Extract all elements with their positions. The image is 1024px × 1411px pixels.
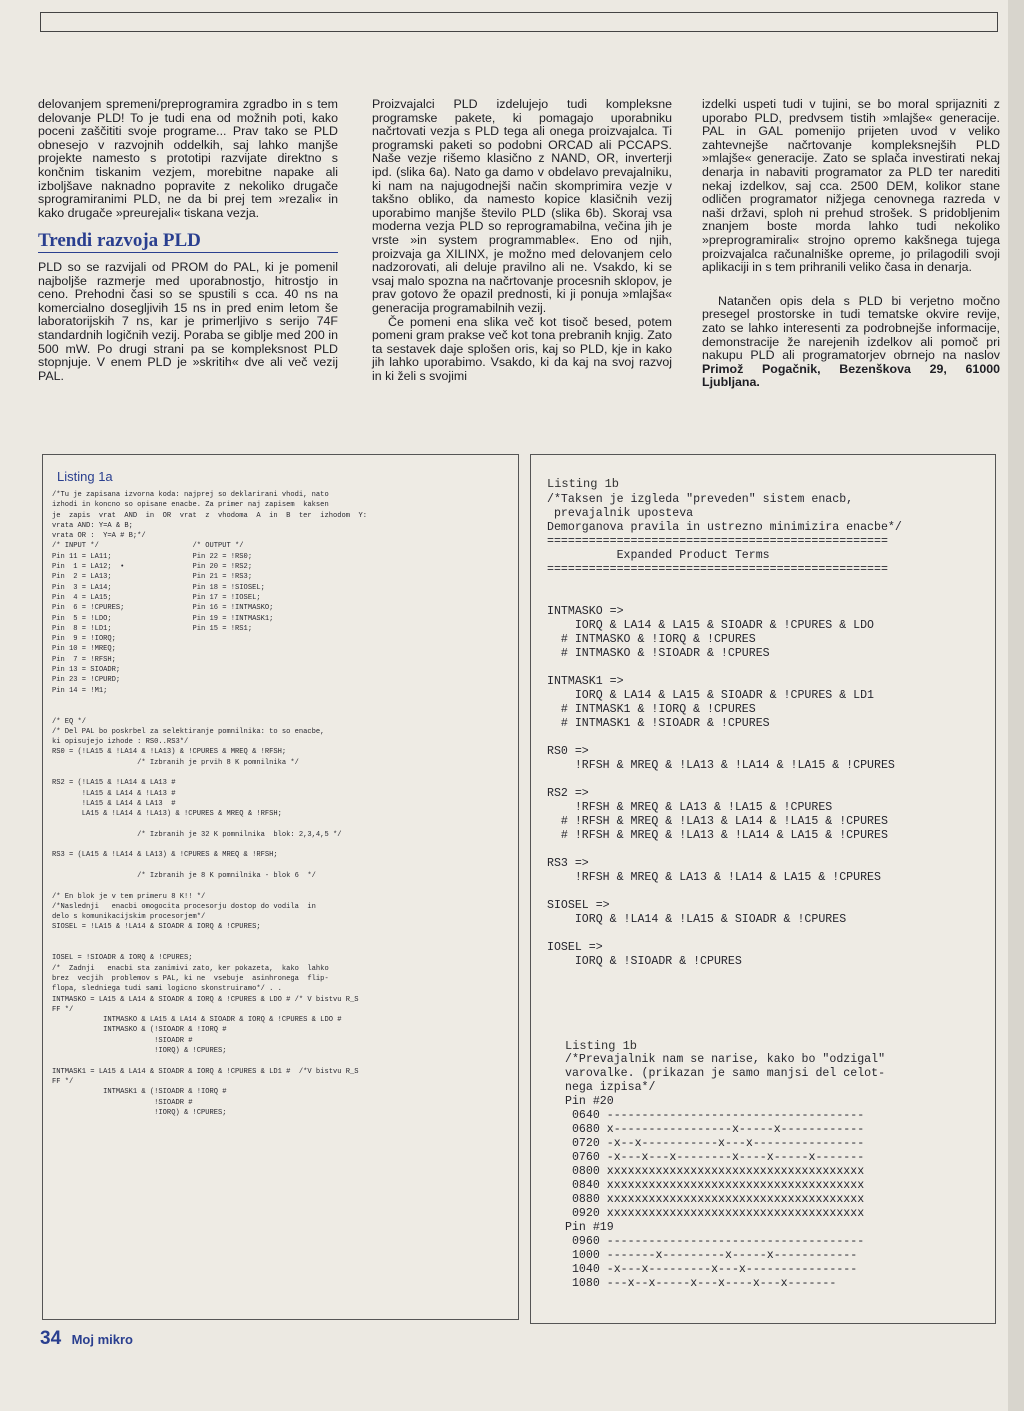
paragraph: PLD so se razvijali od PROM do PAL, ki je pomenil najboljše razmerje med uporabnostjo, hitrostjo in ceno. Prehodni časi so se spustili s cca. 40 ns na komercialno dosegljivih 15 ns in pred enim letom še laboratorijskih 7 ns, kar je primerljivo s serijo 74F standardnih logičnih vezij. Poraba se giblje med 200 in 500 mW. Po drugi strani pa se kompleksnost PLD stopnjuje. V enem PLD je »skritih« dve ali več vezij PAL.: [38, 259, 338, 383]
paragraph: delovanjem spremeni/preprogramira zgradbo in s tem delovanje PLD! To je tudi ena od možnih poti, kako poceni zaščititi svoje programe... Prav tako se PLD obnesejo v razvojnih oddelkih, saj lahko manjše projekte namesto s prototipi razvijate direktno s končnim tiskanim vezjem, morebitne napake ali izboljšave naknadno popravite z nekoliko drugače sprogramiranimi PLD, ne da bi prej tem »rezali« in kako drugače »preurejali« tiskana vezja.: [38, 97, 338, 220]
text-column-3: [702, 98, 1000, 390]
listing-code: /*Prevajalnik nam se narise, kako bo "odzigal" varovalke. (prikazan je samo manjsi del celot- nega izpisa*/ Pin #20 0640 ------------------------------------- 0680 x-----------------x-----x------------ 0720 -x--x-----------x---x---------------- 0760 -x---x---x--------x----x-----x------- 0800 xxxxxxxxxxxxxxxxxxxxxxxxxxxxxxxxxxxxx 0840 xxxxxxxxxxxxxxxxxxxxxxxxxxxxxxxxxxxxx 0880 xxxxxxxxxxxxxxxxxxxxxxxxxxxxxxxxxxxxx 0920 xxxxxxxxxxxxxxxxxxxxxxxxxxxxxxxxxxxxx Pin #19 0960 ------------------------------------- 1000 -------x---------x-----x------------ 1040 -x---x---------x---x---------------- 1080 ---x--x-----x---x----x---x-------: [565, 1053, 886, 1290]
section-heading: Trendi razvoja PLD: [38, 234, 338, 253]
paragraph-text: Natančen opis dela s PLD bi verjetno močno presegel prostorske in tudi tematske okvire revije, zato se lahko interesenti za podrobnejše informacije, demonstracije že narejenih izdelkov ali pomoč pri nakupu PLD ali programatorjev obrnejo na naslov: [702, 293, 1000, 363]
text-column-2: [372, 98, 672, 383]
page-footer: [40, 1328, 133, 1350]
paragraph: izdelki uspeti tudi v tujini, se bo moral sprijazniti z uporabo PLD, predvsem tistih »mlajše« generacije. PAL in GAL pomenijo prijeten uvod v veliko zahtevnejše načrtovanje kompleksnejših PLD »mlajše« generacije. Zato se splača investirati nekaj denarja in nabaviti programator za PLD ter narediti nekaj izdelkov, saj cca. 2500 DEM, kolikor stane odličen programator nižjega cenovnega razreda v naši državi, sploh ni prehud strošek. S pridobljenim znanjem boste morda lahko tudi nekoliko »preprogramirali« strojno opremo kakšnega tujega proizvajalca računalniške opreme, jo prilagodili svoji aplikaciji in s tem prihranili veliko časa in denarja.: [702, 97, 1000, 275]
page-number: 34: [40, 1328, 62, 1349]
contact-address: Primož Pogačnik, Bezenškova 29, 61000 Ljubljana.: [702, 361, 1000, 390]
page-edge: [1008, 0, 1024, 1411]
paragraph: Če pomeni ena slika več kot tisoč besed, potem pomeni gram prakse več kot tona prebranih knjig. Zato ta sestavek daje splošen oris, kaj so PLD, kje in kako jih lahko uporabimo. Vsakdo, ki da kaj na svoj razvoj in ki želi s svojimi: [372, 314, 672, 383]
text-column-1: [38, 98, 338, 383]
listing-title: Listing 1b: [547, 477, 620, 491]
top-frame: [40, 12, 998, 32]
listing-1a-box: [42, 454, 519, 1320]
listing-code: /*Taksen je izgleda "preveden" sistem enacb, prevajalnik uposteva Demorganova pravila in ustrezno minimizira enacbe*/ ================================================= Expanded Product Terms ================================================= INTMASKO => IORQ & LA14 & LA15 & SIOADR & !CPURES & LDO # INTMASKO & !IORQ & !CPURES # INTMASKO & !SIOADR & !CPURES INTMASK1 => IORQ & LA14 & LA15 & SIOADR & !CPURES & LD1 # INTMASK1 & !IORQ & !CPURES # INTMASK1 & !SIOADR & !CPURES RS0 => !RFSH & MREQ & !LA13 & !LA14 & !LA15 & !CPURES RS2 => !RFSH & MREQ & LA13 & !LA15 & !CPURES # !RFSH & MREQ & !LA13 & LA14 & !LA15 & !CPURES # !RFSH & MREQ & !LA13 & !LA14 & LA15 & !CPURES RS3 => !RFSH & MREQ & LA13 & !LA14 & LA15 & !CPURES SIOSEL => IORQ & !LA14 & !LA15 & SIOADR & !CPURES IOSEL => IORQ & !SIOADR & !CPURES: [547, 493, 902, 968]
listing-1b-box: [530, 454, 996, 1324]
listing-code: /*Tu je zapisana izvorna koda: najprej so deklarirani vhodi, nato izhodi in koncno so opisane enacbe. Za primer naj zapisem kaksen je zapis vrat AND in OR vrat z vhodoma A in B ter izhodom Y: vrata AND: Y=A & B; vrata OR : Y=A # B;*/ /* INPUT */ /* OUTPUT */ Pin 11 = LA11; Pin 22 = !RS0; Pin 1 = LA12; • Pin 20 = !RS2; Pin 2 = LA13; Pin 21 = !RS3; Pin 3 = LA14; Pin 18 = !SIOSEL; Pin 4 = LA15; Pin 17 = !IOSEL; Pin 6 = !CPURES; Pin 16 = !INTMASKO; Pin 5 = !LDO; Pin 19 = !INTMASK1; Pin 8 = !LD1; Pin 15 = !RS1; Pin 9 = !IORQ; Pin 10 = !MREQ; Pin 7 = !RFSH; Pin 13 = SIOADR; Pin 23 = !CPURD; Pin 14 = !M1; /* EQ */ /* Del PAL bo poskrbel za selektiranje pomnilnika: to so enacbe, ki opisujejo izhode : RS0..RS3*/ RS0 = (!LA15 & !LA14 & !LA13) & !CPURES & MREQ & !RFSH; /* Izbranih je prvih 8 K pomnilnika */ RS2 = (!LA15 & !LA14 & LA13 # !LA15 & LA14 & !LA13 # !LA15 & LA14 & LA13 # LA15 & !LA14 & !LA13) & !CPURES & MREQ & !RFSH; /* Izbranih je 32 K pomnilnika blok: 2,3,4,5 */ RS3 = (LA15 & !LA14 & LA13) & !CPURES & MREQ & !RFSH; /* Izbranih je 8 K pomnilnika - blok 6 */ /* En blok je v tem primeru 8 K!! */ /*Naslednji enacbi omogocita procesorju dostop do vodila in delo s komunikacijskim procesorjem*/ SIOSEL = !LA15 & !LA14 & SIOADR & IORQ & !CPURES; IOSEL = !SIOADR & IORQ & !CPURES; /* Zadnji enacbi sta zanimivi zato, ker pokazeta, kako lahko brez vecjih problemov s PAL, ki ne vsebuje asinhronega flip- flopa, sledniega tudi sami logicno skonstruiramo*/ . . INTMASKO = LA15 & LA14 & SIOADR & IORQ & !CPURES & LDO # /* V bistvu R_S FF */ INTMASKO & LA15 & LA14 & SIOADR & IORQ & !CPURES & LDO # INTMASKO & (!SIOADR & !IORQ # !SIOADR # !IORQ) & !CPURES; INTMASK1 = LA15 & LA14 & SIOADR & IORQ & !CPURES & LD1 # /*V bistvu R_S FF */ INTMASK1 & (!SIOADR & !IORQ # !SIOADR # !IORQ) & !CPURES;: [52, 491, 368, 1117]
paragraph: [702, 295, 1000, 390]
magazine-name: Moj mikro: [71, 1332, 133, 1347]
listing-title: Listing 1a: [57, 469, 113, 484]
paragraph: Proizvajalci PLD izdelujejo tudi kompleksne programske pakete, ki pomagajo uporabniku načrtovati vezja s PLD tega ali onega proizvajalca. Ti programski paketi so podobni ORCAD ali PCCAPS. Naše vezje rišemo klasično z NAND, OR, inverterji ipd. (slika 6a). Nato ga damo v obdelavo prevajalniku, ki nam na najugodnejši način skomprimira vezje v takšno obliko, da namesto kopice klasičnih vezij uporabimo manjše število PLD (slika 6b). Skoraj vsa moderna vezja PLD so reprogramabilna, večina jih je vrste »in system programmable«. Eno od njih, proizvaja ga XILINX, je možno med delovanjem celo nadzorovati, ali deluje pravilno ali ne. Vsakdo, ki se vsaj malo spozna na načrtovanje procesnih sklopov, je prav gotovo že opazil prednosti, ki ji ponuja »mlajša« generacija programabilnih vezij.: [372, 97, 672, 315]
listing-title: Listing 1b: [565, 1039, 638, 1053]
